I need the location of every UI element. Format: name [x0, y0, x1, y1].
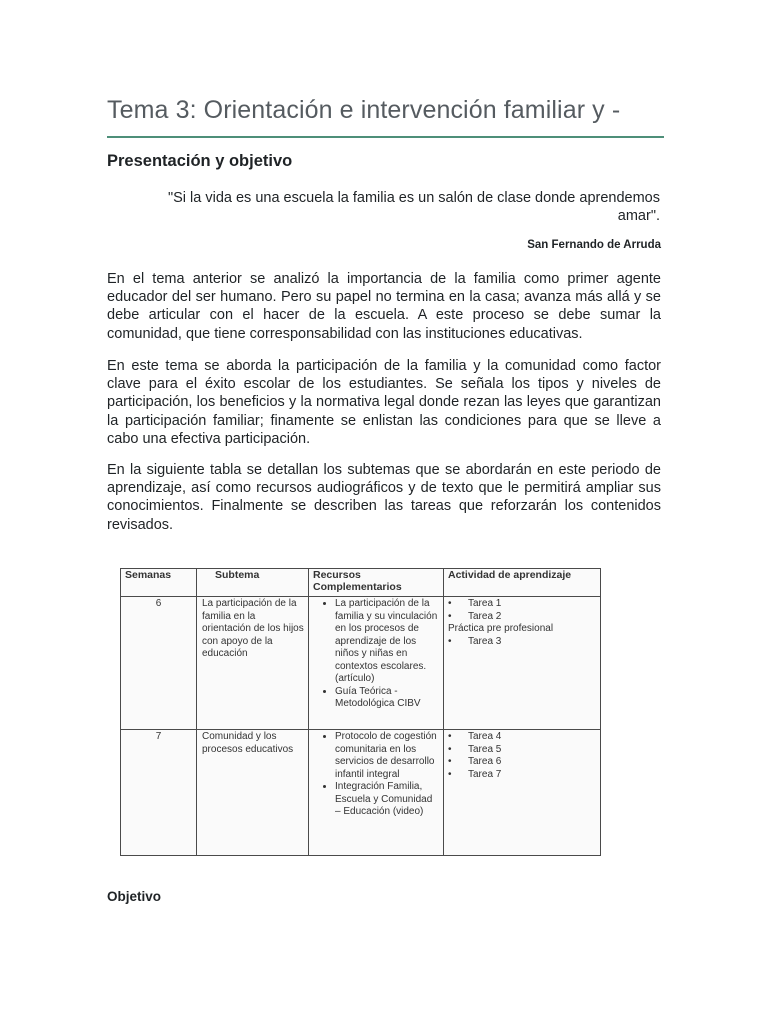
subtema-cell: La participación de la familia en la orientación de los hijos con apoyo de la educación: [197, 597, 309, 730]
subtema-cell: Comunidad y los procesos educativos: [197, 730, 309, 856]
activity-item: • Tarea 2: [448, 611, 596, 624]
table-row: [121, 597, 601, 730]
resource-item: • Integración Familia, Escuela y Comunidad – Educación (video): [335, 781, 439, 819]
resource-item: • La participación de la familia y su vinculación en los procesos de aprendizaje de los niños y niñas en contextos escolares.(artículo): [335, 598, 439, 686]
week-cell: 6: [121, 597, 197, 730]
page-title: Tema 3: Orientación e intervención familiar y -: [107, 96, 621, 124]
actividad-cell: [444, 730, 601, 856]
activity-item: • Tarea 6: [448, 756, 596, 769]
paragraph-3: En la siguiente tabla se detallan los subtemas que se abordarán en este periodo de aprendizaje, así como recursos audiográficos y de texto que le permitirá ampliar sus conocimientos. Finalmente se describen las tareas que reforzarán los contenidos revisados.: [107, 462, 661, 533]
quote-line-2: amar".: [617, 208, 660, 224]
header-recursos: Recursos Complementarios: [309, 569, 444, 597]
activity-item: • Tarea 7: [448, 769, 596, 782]
epigraph-quote: [150, 189, 660, 225]
activity-item: • Tarea 1: [448, 598, 596, 611]
activity-item: Práctica pre profesional: [448, 623, 554, 634]
paragraph-1: En el tema anterior se analizó la importancia de la familia como primer agente educador del ser humano. Pero su papel no termina en la casa; avanza más allá y se debe articular con el hacer de la escuela. A este proceso se debe sumar la comunidad, que tiene corresponsabilidad con las instituciones educativas.: [107, 271, 661, 342]
week-cell: 7: [121, 730, 197, 856]
objetivo-heading: Objetivo: [107, 889, 162, 904]
header-semanas: Semanas: [121, 569, 197, 597]
quote-author: San Fernando de Arruda: [527, 239, 661, 251]
recursos-cell: [309, 597, 444, 730]
section-heading: Presentación y objetivo: [107, 152, 293, 170]
actividad-cell: [444, 597, 601, 730]
table-header-row: [121, 569, 601, 597]
title-divider: [107, 136, 664, 138]
subtopics-table: [120, 568, 601, 856]
activity-item: • Tarea 5: [448, 744, 596, 757]
paragraph-2: En este tema se aborda la participación de la familia y la comunidad como factor clave para el éxito escolar de los estudiantes. Se señala los tipos y niveles de participación, los beneficios y la normativa legal donde rezan las leyes que garantizan la participación familiar; finamente se enlistan las condiciones para que se lleve a cabo una efectiva participación.: [107, 358, 661, 447]
resource-item: • Protocolo de cogestión comunitaria en los servicios de desarrollo infantil integral: [335, 731, 439, 781]
activity-item: • Tarea 4: [448, 731, 596, 744]
header-actividad: Actividad de aprendizaje: [444, 569, 601, 597]
subtopics-table-image: [120, 568, 600, 856]
activity-item: • Tarea 3: [448, 636, 596, 649]
resource-item: • Guía Teórica - Metodológica CIBV: [335, 686, 439, 711]
quote-line-1: "Si la vida es una escuela la familia es un salón de clase donde aprendemos: [167, 190, 660, 206]
recursos-cell: [309, 730, 444, 856]
header-subtema: Subtema: [197, 569, 309, 597]
table-row: [121, 730, 601, 856]
